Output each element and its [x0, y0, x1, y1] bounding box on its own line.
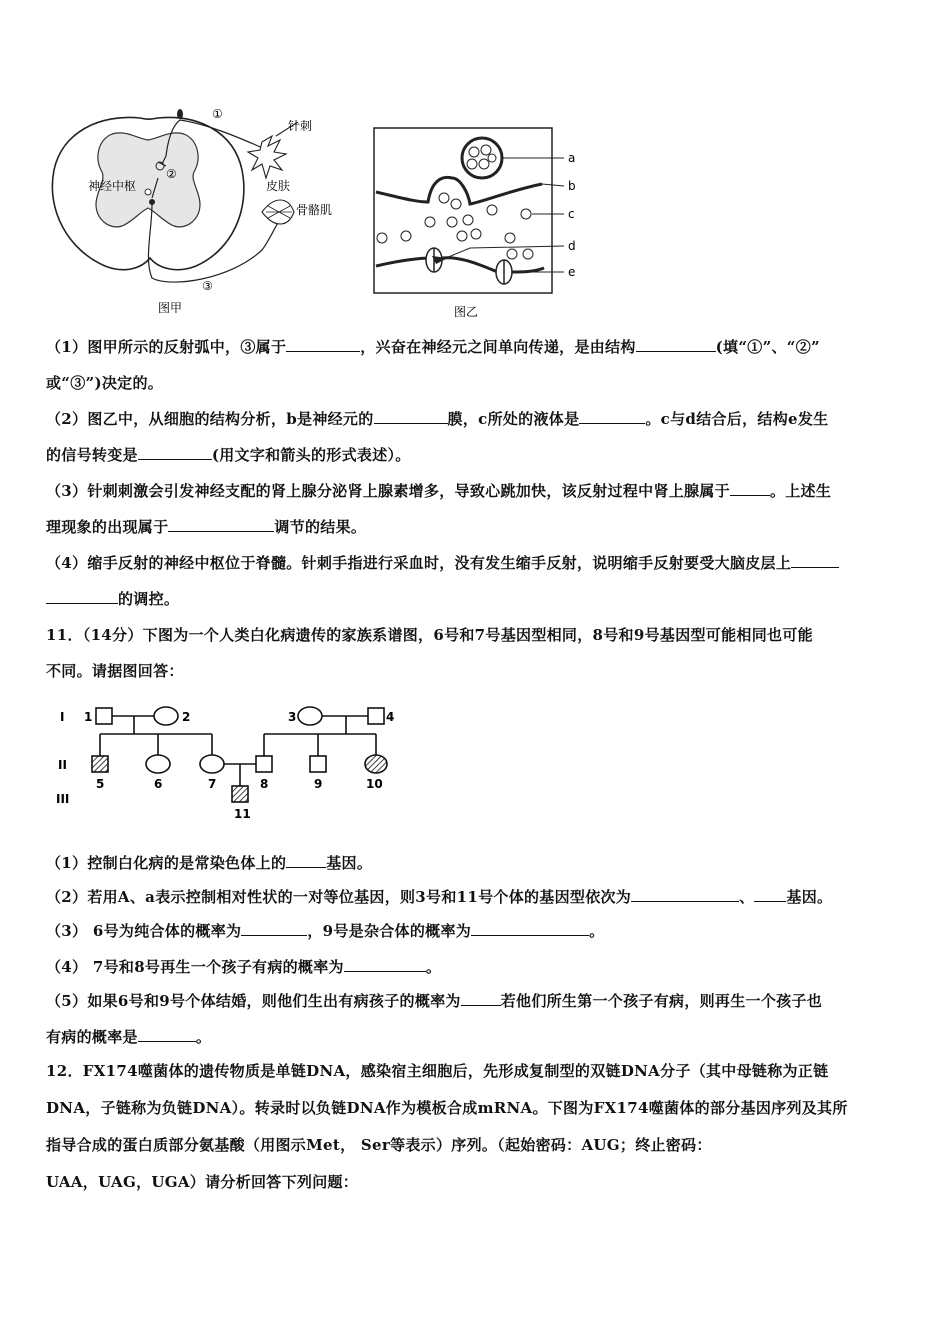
answer-blank[interactable]: [138, 1027, 196, 1042]
label-ind-4: 4: [386, 710, 395, 724]
label-b: b: [568, 179, 576, 193]
q11-sub-5: （5）如果6号和9号个体结婚，则他们生出有病孩子的概率为 若他们所生第一个孩子有病，则再生一个孩子也: [46, 992, 823, 1010]
q10-line-8: 的调控。: [46, 588, 179, 609]
q12-line-2: DNA，子链称为负链DNA）。转录时以负链DNA作为模板合成mRNA。下图为FX174噬菌体的部分基因序列及其所: [46, 1099, 848, 1117]
label-d: d: [568, 239, 576, 253]
label-marker-3: ③: [202, 279, 213, 293]
q11-sub-5-cont: 有病的概率是 。: [46, 1028, 212, 1046]
label-marker-1: ①: [212, 107, 223, 121]
individual-3: [298, 707, 322, 725]
q11-intro-1: 11．（14分）下图为一个人类白化病遗传的家族系谱图，6号和7号基因型相同，8号和9号基因型可能相同也可能: [46, 626, 813, 644]
postsynaptic-membrane: [376, 258, 544, 272]
answer-blank[interactable]: [461, 991, 501, 1006]
q10-line-2: 或“③”)决定的。: [46, 374, 164, 392]
label-a: a: [568, 151, 576, 165]
answer-blank[interactable]: [471, 921, 589, 936]
individual-7: [200, 755, 224, 773]
individual-9: [310, 756, 326, 772]
q11-sub-3: （3） 6号为纯合体的概率为 ，9号是杂合体的概率为 。: [46, 922, 605, 940]
answer-blank[interactable]: [636, 337, 716, 352]
ganglion: [177, 109, 183, 119]
individual-1: [96, 708, 112, 724]
gen-III-label: III: [56, 792, 70, 806]
q10-line-1: （1）图甲所示的反射弧中，③属于 ，兴奋在神经元之间单向传递，是由结构 (填“①”、“②”: [46, 338, 820, 356]
q12-line-1: 12．FX174噬菌体的遗传物质是单链DNA，感染宿主细胞后，先形成复制型的双链DNA分子（其中母链称为正链: [46, 1062, 829, 1080]
answer-blank[interactable]: [730, 481, 770, 496]
label-ind-10: 10: [366, 777, 383, 791]
individual-8: [256, 756, 272, 772]
label-ind-3: 3: [288, 710, 297, 724]
label-muscle: 骨骼肌: [296, 203, 333, 217]
answer-blank[interactable]: [631, 887, 739, 902]
individual-10: [365, 755, 387, 773]
q10-line-6: 理现象的出现属于 调节的结果。: [46, 518, 367, 536]
label-ind-1: 1: [84, 710, 93, 724]
label-skin: 皮肤: [266, 179, 291, 193]
answer-blank[interactable]: [138, 445, 212, 460]
q11-sub-4: （4） 7号和8号再生一个孩子有病的概率为 。: [46, 958, 442, 976]
gen-I-label: I: [60, 710, 65, 724]
individual-2: [154, 707, 178, 725]
answer-blank[interactable]: [286, 337, 360, 352]
individual-4: [368, 708, 384, 724]
answer-blank[interactable]: [168, 517, 274, 532]
q10-line-5: （3）针刺刺激会引发神经支配的肾上腺分泌肾上腺素增多，导致心跳加快，该反射过程中肾上腺属于 。上述生: [46, 482, 832, 500]
q10-line-3: （2）图乙中，从细胞的结构分析，b是神经元的 膜，c所处的液体是 。c与d结合后，结构e发生: [46, 410, 829, 428]
figure-jia: [40, 100, 360, 325]
label-ind-6: 6: [154, 777, 163, 791]
label-marker-2: ②: [166, 167, 177, 181]
q12-line-3: 指导合成的蛋白质部分氨基酸（用图示Met， Ser等表示）序列。（起始密码：AUG；终止密码：: [46, 1136, 712, 1154]
answer-blank[interactable]: [579, 409, 645, 424]
gen-II-label: II: [58, 758, 67, 772]
caption-jia: 图甲: [158, 301, 183, 315]
individual-6: [146, 755, 170, 773]
label-ind-8: 8: [260, 777, 269, 791]
answer-blank[interactable]: [286, 853, 326, 868]
label-ind-2: 2: [182, 710, 191, 724]
label-needle: 针刺: [288, 119, 313, 133]
label-e: e: [568, 265, 576, 279]
label-ind-9: 9: [314, 777, 323, 791]
q10-line-4: 的信号转变是 (用文字和箭头的形式表述）。: [46, 446, 411, 464]
answer-blank[interactable]: [241, 921, 307, 936]
q11-intro-2: 不同。请据图回答：: [46, 662, 184, 680]
q12-line-4: UAA，UAG，UGA）请分析回答下列问题：: [46, 1173, 359, 1191]
skin-shape: [248, 136, 286, 178]
answer-blank[interactable]: [791, 553, 839, 568]
answer-blank[interactable]: [754, 887, 786, 902]
figure-yi: [372, 126, 602, 324]
answer-blank[interactable]: [374, 409, 448, 424]
label-center: 神经中枢: [88, 179, 137, 193]
label-ind-7: 7: [208, 777, 217, 791]
answer-blank[interactable]: [344, 957, 426, 972]
pedigree-chart: [52, 700, 412, 825]
answer-blank[interactable]: [46, 589, 118, 604]
q11-sub-2: （2）若用A、a表示控制相对性状的一对等位基因，则3号和11号个体的基因型依次为 、 基因。: [46, 888, 833, 906]
q10-line-7: （4）缩手反射的神经中枢位于脊髓。针刺手指进行采血时，没有发生缩手反射，说明缩手反射要受大脑皮层上: [46, 552, 839, 573]
individual-11: [232, 786, 248, 802]
q11-sub-1: （1）控制白化病的是常染色体上的 基因。: [46, 854, 373, 872]
individual-5: [92, 756, 108, 772]
caption-yi: 图乙: [454, 305, 479, 319]
label-c: c: [568, 207, 575, 221]
label-ind-5: 5: [96, 777, 105, 791]
label-ind-11: 11: [234, 807, 251, 821]
